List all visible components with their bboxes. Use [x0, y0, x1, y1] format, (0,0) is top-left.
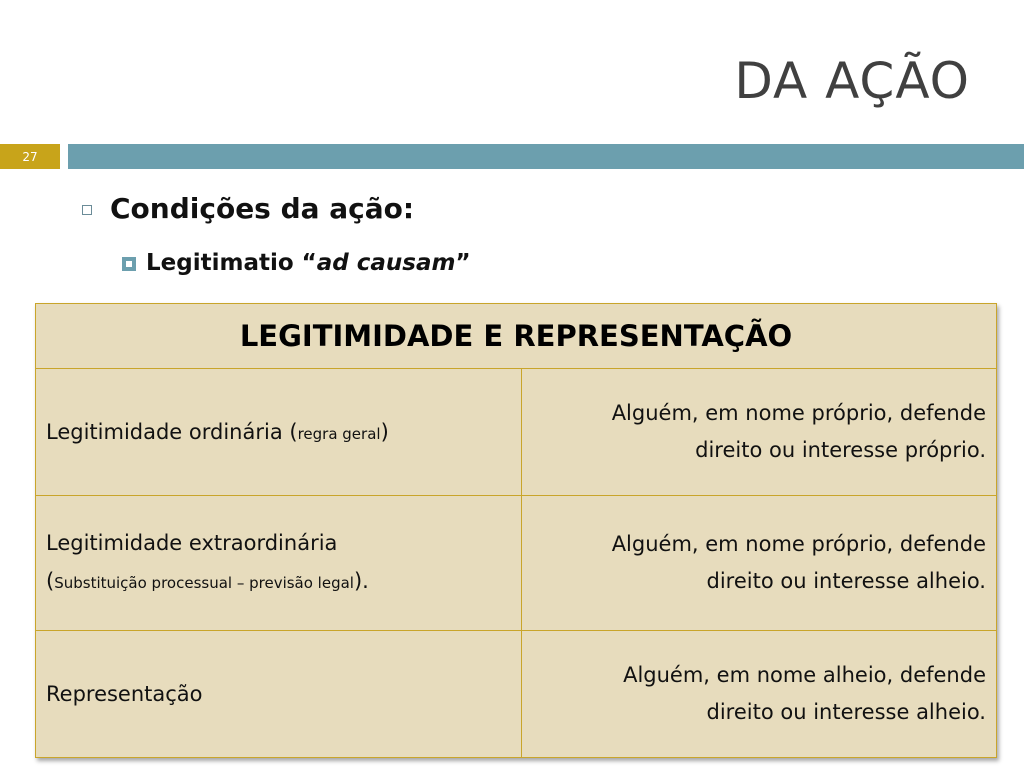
row-2-term	[36, 496, 522, 630]
table-header: LEGITIMIDADE E REPRESENTAÇÃO	[36, 304, 997, 369]
filled-square-bullet-icon	[122, 257, 136, 271]
bullet-level-2-text	[146, 250, 471, 276]
row-1-definition-line-2: direito ou interesse próprio.	[695, 438, 986, 463]
row-3-term	[36, 630, 522, 757]
row-1-term	[36, 369, 522, 496]
bullet-level-2-italic: ad causam	[316, 250, 456, 276]
row-2-definition	[522, 496, 997, 630]
row-2-definition-line-2: direito ou interesse alheio.	[706, 568, 986, 593]
row-2-term-open: (	[46, 568, 55, 593]
row-1-term-note: regra geral	[297, 425, 381, 444]
row-2-term-note: Substituição processual – previsão legal	[54, 573, 354, 592]
table-row	[36, 630, 997, 757]
bullet-level-2	[122, 250, 471, 276]
table-row	[36, 369, 997, 496]
bullet-level-2-suffix: ”	[455, 250, 471, 276]
slide-title: DA AÇÃO	[734, 52, 970, 110]
row-2-definition-line-1: Alguém, em nome próprio, defende	[611, 531, 986, 556]
bullet-level-1-text: Condições da ação:	[110, 192, 415, 225]
table-header-row	[36, 304, 997, 369]
legitimacy-table	[35, 303, 997, 758]
row-3-definition-line-2: direito ou interesse alheio.	[706, 699, 986, 724]
row-3-term-main: Representação	[46, 681, 203, 706]
row-3-definition-line-1: Alguém, em nome alheio, defende	[623, 662, 986, 687]
table-row	[36, 496, 997, 630]
hollow-square-bullet-icon	[82, 205, 92, 215]
row-2-term-main: Legitimidade extraordinária	[46, 530, 338, 555]
page-number-badge	[0, 144, 60, 169]
row-1-term-end: )	[380, 420, 389, 445]
row-1-definition	[522, 369, 997, 496]
header-accent-bar	[68, 144, 1024, 169]
row-2-term-end: ).	[353, 568, 369, 593]
row-1-definition-line-1: Alguém, em nome próprio, defende	[611, 401, 986, 426]
row-1-term-main: Legitimidade ordinária (	[46, 420, 298, 445]
bullet-level-1	[82, 192, 414, 225]
bullet-level-2-prefix: Legitimatio “	[146, 250, 317, 276]
page-number: 27	[22, 149, 38, 164]
row-3-definition	[522, 630, 997, 757]
